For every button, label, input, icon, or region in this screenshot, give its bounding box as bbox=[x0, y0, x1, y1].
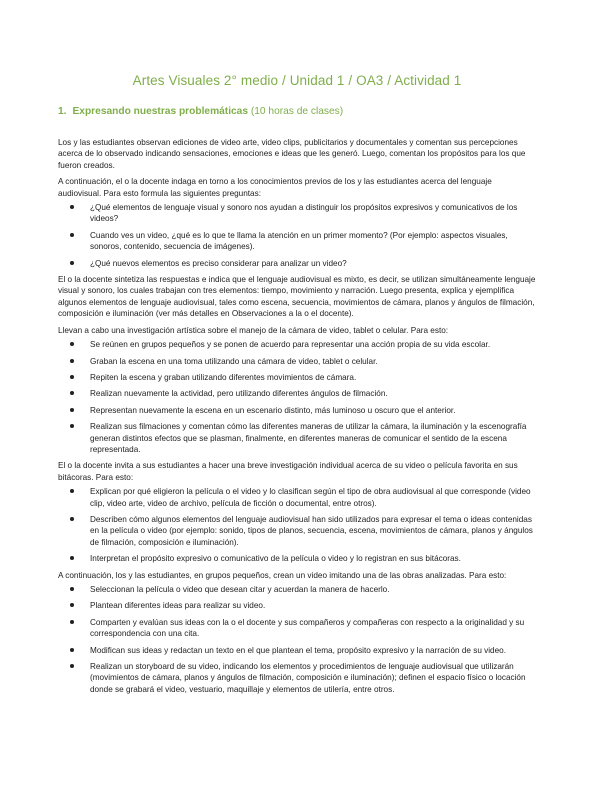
section-number: 1. bbox=[58, 106, 67, 117]
bullet-icon bbox=[70, 648, 74, 652]
list-item bbox=[90, 388, 536, 399]
list-item bbox=[90, 645, 536, 656]
list-item bbox=[90, 514, 536, 548]
list-item bbox=[90, 202, 536, 225]
bullet-icon bbox=[70, 342, 74, 346]
paragraph: Llevan a cabo una investigación artística sobre el manejo de la cámara de video, tablet o celular. Para esto: bbox=[58, 325, 449, 335]
list-item-text: Realizan sus filmaciones y comentan cómo las diferentes maneras de utilizar la cámara, la iluminación y la escenografía generan distintos efectos que se plasman, finalmente, en diferentes maneras de comunicar el sentido de la escena representada. bbox=[90, 422, 527, 454]
section-heading-text: Expresando nuestras problemáticas bbox=[72, 106, 249, 117]
bullet-icon bbox=[70, 391, 74, 395]
questions-list bbox=[58, 202, 536, 269]
bullet-icon bbox=[70, 517, 74, 521]
bullet-icon bbox=[70, 587, 74, 591]
bullet-icon bbox=[70, 620, 74, 624]
bullet-icon bbox=[70, 556, 74, 560]
list-item bbox=[90, 661, 536, 695]
bullet-icon bbox=[70, 261, 74, 265]
list-item bbox=[90, 230, 536, 253]
list-item bbox=[90, 339, 536, 350]
bullet-icon bbox=[70, 205, 74, 209]
list-item-text: Repiten la escena y graban utilizando diferentes movimientos de cámara. bbox=[90, 372, 357, 382]
bullet-icon bbox=[70, 603, 74, 607]
list-item-text: Explican por qué eligieron la película o el video y lo clasifican según el tipo de obra audiovisual al que corresponde (video clip, video arte, video de archivo, película de ficción o documental, entre otros). bbox=[90, 487, 531, 508]
bullet-icon bbox=[70, 359, 74, 363]
list-item bbox=[90, 600, 536, 611]
bullet-icon bbox=[70, 424, 74, 428]
paragraph: El o la docente invita a sus estudiantes a hacer una breve investigación individual acerca de su video o película favorita en sus bitácoras. Para esto: bbox=[58, 461, 518, 482]
list-item-text: Describen cómo algunos elementos del lenguaje audiovisual han sido utilizados para expresar el tema o ideas contenidas en la película o video (por ejemplo: sonido, tipos de planos, secuencia, escena, movimientos de cámara, planos y ángulos de filmación, composición e iluminación). bbox=[90, 514, 533, 547]
list-item-text: Cuando ves un video, ¿qué es lo que te llama la atención en un primer momento? (Por ejemplo: aspectos visuales, sonoros, contenido, secuencia de imágenes). bbox=[90, 230, 508, 252]
list-item-text: ¿Qué elementos de lenguaje visual y sonoro nos ayudan a distinguir los propósitos expresivos y comunicativos de los videos? bbox=[90, 203, 518, 224]
paragraph: A continuación, el o la docente indaga en torno a los conocimientos previos de los y las estudiantes acerca del lenguaje audiovisual. Para esto formula las siguientes preguntas: bbox=[58, 177, 492, 198]
list-item-text: Comparten y evalúan sus ideas con la o el docente y sus compañeros y compañeras con respecto a la originalidad y su correspondencia con una cita. bbox=[90, 617, 525, 639]
paragraph: El o la docente sintetiza las respuestas e indica que el lenguaje audiovisual es mixto, es decir, se utilizan simultáneamente lenguaje visual y sonoro, los cuales trabajan con tres elementos: tiempo, movimiento y narración. Luego presenta, explica y ejemplifica algunos elementos de lenguaje audiovisual, tales como escena, secuencia, movimientos de cámara, planos y ángulos de filmación, composición e iluminación (ver más detalles en Observaciones a la o el docente). bbox=[58, 275, 536, 319]
group-list bbox=[58, 584, 536, 695]
list-item bbox=[90, 421, 536, 455]
list-item bbox=[90, 584, 536, 595]
list-item-text: Graban la escena en una toma utilizando una cámara de video, tablet o celular. bbox=[90, 356, 378, 366]
list-item-text: Se reúnen en grupos pequeños y se ponen de acuerdo para representar una acción propia de su vida escolar. bbox=[90, 340, 491, 350]
list-item bbox=[90, 486, 536, 509]
paragraph: A continuación, los y las estudiantes, en grupos pequeños, crean un video imitando una de las obras analizadas. Para esto: bbox=[58, 570, 507, 580]
bullet-icon bbox=[70, 233, 74, 237]
bullet-icon bbox=[70, 664, 74, 668]
list-item-text: Representan nuevamente la escena en un escenario distinto, más luminoso u oscuro que el anterior. bbox=[90, 405, 456, 415]
list-item-text: ¿Qué nuevos elementos es preciso considerar para analizar un video? bbox=[90, 258, 347, 268]
list-item-text: Plantean diferentes ideas para realizar su video. bbox=[90, 601, 266, 611]
list-item bbox=[90, 356, 536, 367]
list-item bbox=[90, 258, 536, 269]
page-title: Artes Visuales 2° medio / Unidad 1 / OA3 / Actividad 1 bbox=[132, 73, 462, 88]
list-item-text: Interpretan el propósito expresivo o comunicativo de la película o video y lo registran en sus bitácoras. bbox=[90, 554, 461, 564]
individual-list bbox=[58, 486, 536, 564]
list-item-text: Modifican sus ideas y redactan un texto en el que plantean el tema, propósito expresivo y la narración de su video. bbox=[90, 645, 506, 655]
list-item bbox=[90, 617, 536, 640]
bullet-icon bbox=[70, 375, 74, 379]
paragraph: Los y las estudiantes observan ediciones de video arte, video clips, publicitarios y documentales y comentan sus percepciones acerca de lo observado indicando sensaciones, emociones e ideas que les generó. Luego, comentan los propósitos para los que fueron creados. bbox=[58, 138, 526, 170]
list-item bbox=[90, 405, 536, 416]
list-item-text: Realizan nuevamente la actividad, pero utilizando diferentes ángulos de filmación. bbox=[90, 389, 388, 399]
bullet-icon bbox=[70, 489, 74, 493]
document-page bbox=[58, 0, 536, 700]
section-hours: (10 horas de clases) bbox=[250, 106, 344, 117]
list-item bbox=[90, 553, 536, 564]
list-item-text: Realizan un storyboard de su video, indicando los elementos y procedimientos de lenguaje audiovisual que utilizarán (movimientos de cámara, planos y ángulos de filmación, composición e iluminación); definen el espacio físico o locación donde se grabará el video, vestuario, maquillaje y elementos de utilería, entre otros. bbox=[90, 662, 526, 694]
bullet-icon bbox=[70, 408, 74, 412]
list-item bbox=[90, 372, 536, 383]
section-heading bbox=[58, 106, 536, 117]
list-item-text: Seleccionan la película o video que desean citar y acuerdan la manera de hacerlo. bbox=[90, 585, 390, 594]
investigation-list bbox=[58, 339, 536, 455]
